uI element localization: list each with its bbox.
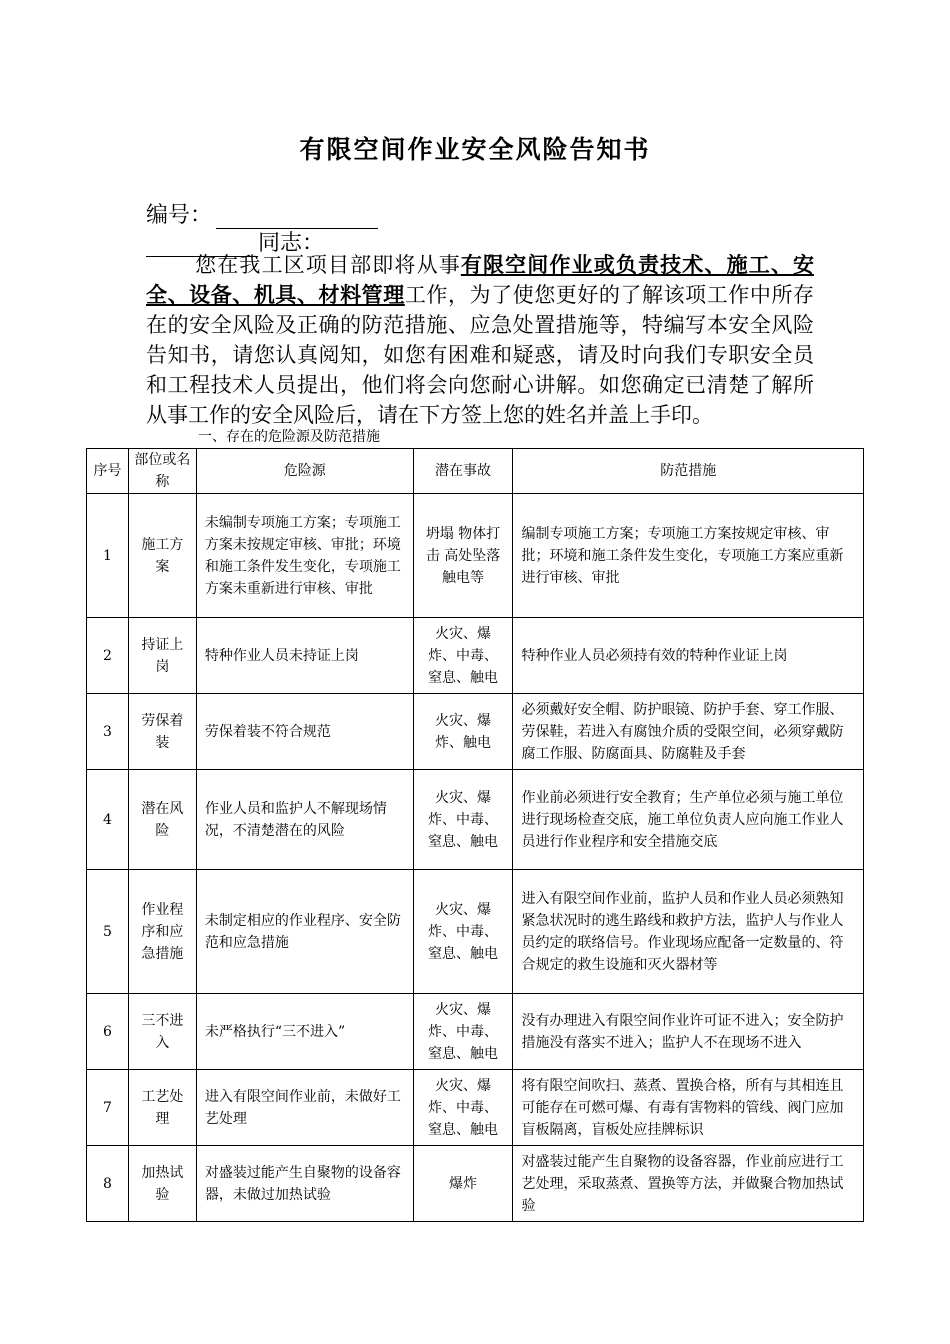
row-part: 工艺处理 (128, 1070, 196, 1146)
table-row (87, 870, 864, 994)
row-hazard: 未严格执行“三不进入” (196, 994, 413, 1070)
row-no: 2 (87, 618, 129, 694)
row-part: 劳保着装 (128, 694, 196, 770)
row-measure: 对盛装过能产生自聚物的设备容器，作业前应进行工艺处理，采取蒸煮、置换等方法，并做聚合物加热试验 (513, 1146, 864, 1222)
row-accident: 爆炸 (413, 1146, 513, 1222)
row-part: 潜在风险 (128, 770, 196, 870)
table-row (87, 618, 864, 694)
header-accident: 潜在事故 (413, 449, 513, 494)
header-hazard: 危险源 (196, 449, 413, 494)
row-part: 施工方案 (128, 494, 196, 618)
row-no: 7 (87, 1070, 129, 1146)
row-hazard: 未编制专项施工方案；专项施工方案未按规定审核、审批；环境和施工条件发生变化，专项施工方案未重新进行审核、审批 (196, 494, 413, 618)
row-measure: 没有办理进入有限空间作业许可证不进入；安全防护措施没有落实不进入；监护人不在现场不进入 (513, 994, 864, 1070)
row-part: 三不进入 (128, 994, 196, 1070)
row-hazard: 特种作业人员未持证上岗 (196, 618, 413, 694)
header-part: 部位或名称 (128, 449, 196, 494)
row-measure: 进入有限空间作业前，监护人员和作业人员必须熟知紧急状况时的逃生路线和救护方法，监护人与作业人员约定的联络信号。作业现场应配备一定数量的、符合规定的救生设施和灭火器材等 (513, 870, 864, 994)
number-label: 编号： (146, 203, 213, 228)
document-number (146, 198, 378, 229)
intro-after: 工作，为了使您更好的了解该项工作中所存在的安全风险及正确的防范措施、应急处置措施等，特编写本安全风险告知书，请您认真阅知，如您有困难和疑惑，请及时向我们专职安全员和工程技术人员提出，他们将会向您耐心讲解。如您确定已清楚了解所从事工作的安全风险后，请在下方签上您的姓名并盖上手印。 (146, 283, 815, 427)
row-measure: 编制专项施工方案；专项施工方案按规定审核、审批；环境和施工条件发生变化，专项施工方案应重新进行审核、审批 (513, 494, 864, 618)
intro-before: 您在我工区项目部即将从事 (194, 253, 461, 277)
salutation-suffix: 同志： (258, 231, 325, 256)
row-hazard: 作业人员和监护人不解现场情况，不清楚潜在的风险 (196, 770, 413, 870)
intro-emphasis: 有限空间作业或负责技术、施工、安全、设备、机具、材料管理 (146, 253, 815, 307)
header-no: 序号 (87, 449, 129, 494)
table-row (87, 770, 864, 870)
row-no: 1 (87, 494, 129, 618)
table-row (87, 694, 864, 770)
row-no: 5 (87, 870, 129, 994)
row-accident: 火灾、爆炸、中毒、窒息、触电 (413, 618, 513, 694)
row-hazard: 进入有限空间作业前，未做好工艺处理 (196, 1070, 413, 1146)
row-no: 3 (87, 694, 129, 770)
row-hazard: 劳保着装不符合规范 (196, 694, 413, 770)
row-accident: 火灾、爆炸、中毒、窒息、触电 (413, 770, 513, 870)
row-part: 持证上岗 (128, 618, 196, 694)
section-title: 一、存在的危险源及防范措施 (198, 429, 380, 445)
hazard-table (86, 448, 864, 1222)
table-row (87, 1146, 864, 1222)
row-measure: 作业前必须进行安全教育；生产单位必须与施工单位进行现场检查交底，施工单位负责人应向施工作业人员进行作业程序和安全措施交底 (513, 770, 864, 870)
row-part: 加热试验 (128, 1146, 196, 1222)
row-no: 8 (87, 1146, 129, 1222)
page-title: 有限空间作业安全风险告知书 (299, 135, 651, 164)
row-no: 4 (87, 770, 129, 870)
table-header-row (87, 449, 864, 494)
row-accident: 火灾、爆炸、中毒、窒息、触电 (413, 870, 513, 994)
row-hazard: 未制定相应的作业程序、安全防范和应急措施 (196, 870, 413, 994)
intro-paragraph (146, 250, 814, 430)
row-measure: 将有限空间吹扫、蒸煮、置换合格，所有与其相连且可能存在可燃可爆、有毒有害物料的管线、阀门应加盲板隔离，盲板处应挂牌标识 (513, 1070, 864, 1146)
header-measure: 防范措施 (513, 449, 864, 494)
row-part: 作业程序和应急措施 (128, 870, 196, 994)
row-accident: 坍塌 物体打击 高处坠落 触电等 (413, 494, 513, 618)
table-row (87, 994, 864, 1070)
table-row (87, 494, 864, 618)
row-measure: 必须戴好安全帽、防护眼镜、防护手套、穿工作服、劳保鞋，若进入有腐蚀介质的受限空间，必须穿戴防腐工作服、防腐面具、防腐鞋及手套 (513, 694, 864, 770)
row-no: 6 (87, 994, 129, 1070)
row-accident: 火灾、爆炸、中毒、窒息、触电 (413, 1070, 513, 1146)
row-hazard: 对盛装过能产生自聚物的设备容器，未做过加热试验 (196, 1146, 413, 1222)
row-accident: 火灾、爆炸、触电 (413, 694, 513, 770)
row-measure: 特种作业人员必须持有效的特种作业证上岗 (513, 618, 864, 694)
row-accident: 火灾、爆炸、中毒、窒息、触电 (413, 994, 513, 1070)
table-row (87, 1070, 864, 1146)
